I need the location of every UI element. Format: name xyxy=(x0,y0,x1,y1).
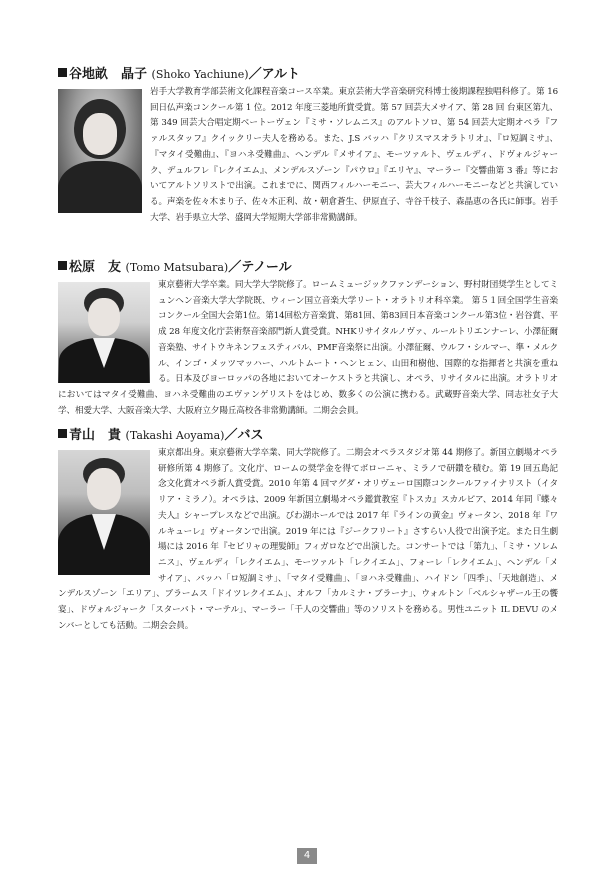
profile-heading xyxy=(58,67,558,83)
profile-romanized-name: (Shoko Yachiune) xyxy=(151,68,249,81)
profile-romanized-name: (Tomo Matsubara) xyxy=(125,261,229,274)
profile-bio: 東京藝術大学卒業。同大学大学院修了。ロームミュージックファンデーション、野村財団奨学生としてミュンヘン音楽大学大学院既、ウィーン国立音楽大学リート・オラトリオ科卒業。 第５１回全国学生音楽コンクール全国大会第1位。第14回松方音楽賞、第81回、第83回日本音楽コンクール第3位・岩谷賞、平成 28 年度文化庁芸術祭音楽部門新人賞受賞。NHKリサイタルノヴァ、ルールトリエンナーレ、小澤征爾音楽塾、サイトウキネンフェスティバル、PMF音楽祭に出演。小澤征爾、ウルフ・シルマー、準・メルクル、インゴ・メッツマッハー、ハルトムート・ヘンヒェン、山田和樹他、国際的な指揮者と共演を重ねる。日本及びヨーロッパの各地においてオーケストラと共演し、オペラ、リサイタルに出演。オラトリオにおいてはマタイ受難曲、ヨハネ受難曲のエヴァンゲリストをはじめ、数多くの公演に携わる。武蔵野音楽大学、同志社女子大学、相愛大学、大阪音楽大学、大阪府立夕陽丘高校各非常勤講師。二期会会員。 xyxy=(58,280,558,416)
profile-romanized-name: (Takashi Aoyama) xyxy=(125,429,225,442)
square-bullet-icon xyxy=(58,429,67,438)
profile-bio: 東京都出身。東京藝術大学卒業、同大学院修了。二期会オペラスタジオ第 44 期修了。新国立劇場オペラ研修所第 4 期修了。文化庁、ロームの奨学金を得てボローニャ、ミラノで研鑽を積む。第 19 回五島記念文化賞オペラ新人賞受賞。2010 年第 4 回マグダ・オリヴェーロ国際コンクールファイナリスト（イタリア・ミラノ）。オペラは、2009 年新国立劇場オペラ鑑賞教室『トスカ』スカルピア、2014 年同『蝶々夫人』シャープレスなどで出演。びわ湖ホールでは 2017 年『ラインの黄金』ヴォータン、2018 年『ワルキューレ』ヴォータンで出演。2019 年には『ジークフリート』さすらい人役で出演予定。また日生劇場には 2016 年『セビリャの理髪師』フィガロなどで出演した。コンサートでは「第九」、「ミサ・ソレムニス」、ヴェルディ「レクイエム」、モーツァルト「レクイエム」、フォーレ「レクイエム」、ヘンデル「メサイア」、バッハ「ロ短調ミサ」、「マタイ受難曲」、「ヨハネ受難曲」、ハイドン「四季」、「天地創造」、メンデルスゾーン「エリア」、ブラームス「ドイツレクイエム」、オルフ「カルミナ・ブラーナ」、ウォルトン「ベルシャザール王の饗宴」、ドヴォルジャーク「スターバト・マーテル」、マーラー「千人の交響曲」等のソリストを務める。男性ユニット IL DEVU のメンバーとしても活動。二期会会員。 xyxy=(58,448,558,631)
page-number: 4 xyxy=(297,848,317,864)
profile-name: 谷地畝 晶子 xyxy=(69,67,148,82)
profile-heading xyxy=(58,260,558,276)
profile-bio: 岩手大学教育学部芸術文化課程音楽コース卒業。東京芸術大学音楽研究科博士後期課程独唱科修了。第 16 回日仏声楽コンクール第 1 位。2012 年度三菱地所賞受賞。第 57 回芸大メサイア、第 28 回 台東区第九、第 349 回芸大合唱定期ベートーヴェン『ミサ・ソレムニス』のアルトソロ、第 54 回芸大定期オペラ『ファルスタッフ』クイックリー夫人を務める。また、J.S バッハ『クリスマスオラトリオ』、『ロ短調ミサ』、『マタイ受難曲』、『ヨハネ受難曲』、ヘンデル『メサイア』、モーツァルト、ヴェルディ、ドヴォルジャーク、デュルフレ『レクイエム』、メンデルスゾーン『パウロ』『エリヤ』、マーラー『交響曲第 3 番』等においてアルトソリストで出演。これまでに、関西フィルハーモニー、芸大フィルハーモニーなどと共演している。声楽を佐々木まり子、佐々木正利、故・朝倉蒼生、伊原直子、寺谷千枝子、森晶恵の各氏に師事。岩手大学、岩手県立大学、盛岡大学短期大学部非常勤講師。 xyxy=(150,87,558,223)
square-bullet-icon xyxy=(58,68,67,77)
portrait-photo-icon xyxy=(58,282,150,383)
profile-yachiune xyxy=(58,67,558,226)
profile-heading xyxy=(58,428,558,444)
profile-matsubara xyxy=(58,260,558,419)
profile-role: ／アルト xyxy=(248,67,301,82)
profile-aoyama xyxy=(58,428,558,634)
square-bullet-icon xyxy=(58,261,67,270)
profile-name: 松原 友 xyxy=(69,260,122,275)
profile-name: 青山 貴 xyxy=(69,428,122,443)
profile-role: ／テノール xyxy=(228,260,292,275)
portrait-photo-icon xyxy=(58,450,150,575)
portrait-photo-icon xyxy=(58,89,142,213)
profile-role: ／バス xyxy=(224,428,264,443)
